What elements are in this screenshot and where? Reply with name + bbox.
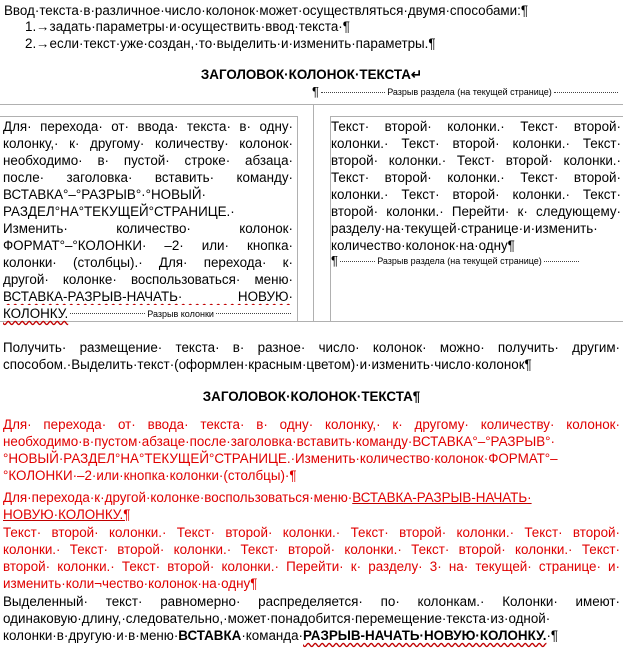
red-paragraph-line: необходимо·в·пустом·абзаце·после·заголовка·вставить·команду·ВСТАВКА°–°РАЗРЫВ°· bbox=[3, 434, 555, 449]
paragraph-line: способом.·Выделить·текст·(оформлен·красным·цветом)·и·изменить·число·колонок¶ bbox=[3, 357, 532, 372]
column-line: ВСТАВКА°–°РАЗРЫВ°·°НОВЫЙ· bbox=[3, 187, 206, 202]
column-line: после· заголовка· вставить· команду· bbox=[3, 170, 293, 185]
list-item-1: 1.→задать·параметры·и·осуществить·ввод·текста·¶ bbox=[25, 19, 350, 34]
red-paragraph-line: °КОЛОНКИ·–2·или·кнопка·колонки·(столбцы)·¶ bbox=[3, 468, 297, 483]
section-break-2 bbox=[331, 254, 581, 268]
section-boundary-top bbox=[0, 104, 623, 105]
column-last-line bbox=[3, 305, 293, 322]
pilcrow-mark: ¶ bbox=[312, 84, 319, 99]
column-line: КОЛОНКУ. bbox=[3, 306, 69, 321]
column-top-guide bbox=[0, 116, 297, 117]
break-dots bbox=[70, 313, 145, 314]
left-column bbox=[3, 118, 293, 322]
section-break-label: Разрыв раздела (на текущей странице) bbox=[377, 256, 542, 266]
red-paragraph-line: Текст· второй· колонки.· Текст· второй· колонки.· Текст· второй· колонки.· Текст· второй· bbox=[3, 525, 620, 540]
column-line: Для· перехода· от· ввода· текста· в· одну· bbox=[3, 119, 293, 134]
column-line: РАЗДЕЛ°НА°ТЕКУЩЕЙ°СТРАНИЦЕ.· bbox=[3, 204, 235, 219]
heading-2: ЗАГОЛОВОК·КОЛОНОК·ТЕКСТА¶ bbox=[202, 389, 421, 404]
heading-1: ЗАГОЛОВОК·КОЛОНОК·ТЕКСТА↵ bbox=[200, 67, 423, 82]
column-line: Текст· второй· колонки.· Текст· второй· bbox=[331, 170, 621, 185]
red-paragraph-line bbox=[3, 506, 130, 523]
menu-name-text: ВСТАВКА bbox=[178, 628, 242, 643]
break-dots bbox=[340, 261, 375, 262]
red-paragraph-line: колонки.· Текст· второй· колонки.· Текст· второй· колонки.· Текст· второй· колонки.· Текст· bbox=[3, 542, 620, 557]
paragraph-line bbox=[3, 627, 558, 644]
column-line: разделу·на·текущей·странице·и·изменить· bbox=[331, 221, 598, 236]
column-line: второй· колонки.· Текст· второй· колонки.· bbox=[331, 153, 621, 168]
column-line: колонки· (столбцы).· Для· перехода· к· bbox=[3, 255, 293, 270]
menu-path-text: ВСТАВКА-РАЗРЫВ-НАЧАТЬ· bbox=[352, 490, 532, 505]
section-break-label: Разрыв раздела (на текущей странице) bbox=[387, 87, 552, 97]
list-item-2: 2.→если·текст·уже·создан,·то·выделить·и·изменить·параметры.¶ bbox=[25, 36, 436, 51]
paragraph-line: Выделенный· текст· равномерно· распределяется· по· колонкам.· Колонки· имеют· bbox=[3, 594, 620, 609]
red-text: Для·перехода·к·другой·колонке·воспользоваться·меню· bbox=[3, 490, 353, 505]
red-paragraph-line: второй· колонки.· Текст· второй· колонки.· Перейти· к· разделу· 3· на· текущей· странице· и· bbox=[3, 559, 620, 574]
column-line: Изменить· количество· колонок· bbox=[3, 221, 293, 236]
red-paragraph-line: °НОВЫЙ·РАЗДЕЛ°НА°ТЕКУЩЕЙ°СТРАНИЦЕ.·Изменить·количество·колонок·ФОРМАТ°– bbox=[3, 451, 558, 466]
column-break bbox=[68, 307, 293, 321]
break-dots bbox=[321, 92, 385, 93]
plain-text: колонки·в·другую·и·в·меню· bbox=[3, 628, 179, 643]
break-dots bbox=[544, 261, 579, 262]
paragraph-line: Получить· размещение· текста· в· разное· число· колонок· можно· получить· другим· bbox=[3, 340, 620, 355]
column-top-guide bbox=[330, 116, 623, 117]
column-boundary bbox=[297, 116, 298, 322]
break-dots bbox=[216, 313, 291, 314]
column-line: колонку,· к· другому· количеству· колонок· bbox=[3, 136, 293, 151]
break-dots bbox=[554, 92, 618, 93]
plain-text: ·¶ bbox=[546, 628, 559, 643]
menu-path-text: НОВУЮ·КОЛОНКУ.¶ bbox=[3, 507, 131, 522]
red-paragraph-line: Для· перехода· от· ввода· текста· в· одну· колонку,· к· другому· количеству· колонок· bbox=[3, 417, 620, 432]
column-line: другой· колонке· воспользоваться· меню· bbox=[3, 272, 293, 287]
pilcrow-mark: ¶ bbox=[331, 253, 338, 268]
red-paragraph-line: изменить·коли¬чество·колонок·на·одну¶ bbox=[3, 576, 258, 591]
section-break-1 bbox=[312, 85, 620, 99]
right-column bbox=[331, 118, 621, 268]
column-line: ВСТАВКА-РАЗРЫВ-НАЧАТЬ· НОВУЮ· bbox=[3, 289, 293, 304]
column-line: колонки.· Текст· второй· колонки.· Текст· bbox=[331, 136, 621, 151]
column-line: Текст· второй· колонки.· Текст· второй· bbox=[331, 119, 621, 134]
plain-text: ·команда· bbox=[241, 628, 304, 643]
column-line: ФОРМАТ°–°КОЛОНКИ· –2· или· кнопка· bbox=[3, 238, 293, 253]
column-line: количество·колонок·на·одну¶ bbox=[331, 238, 515, 253]
intro-line: Ввод·текста·в·различное·число·колонок·может·осуществляться·двумя·способами:¶ bbox=[4, 3, 529, 18]
column-line: второй· колонки.· Перейти· к· следующему· bbox=[331, 204, 621, 219]
red-paragraph-line bbox=[3, 489, 532, 506]
column-boundary bbox=[313, 104, 314, 322]
column-break-label: Разрыв колонки bbox=[147, 308, 214, 319]
paragraph-line: одинаковую·длину,·следовательно,·может·понадобится·перемещение·текста·из·одной· bbox=[3, 611, 551, 626]
column-line: необходимо· в· пустой· строке· абзаца· bbox=[3, 153, 293, 168]
column-line: колонки.· Текст· второй· колонки.· Текст· bbox=[331, 187, 621, 202]
command-name-text: РАЗРЫВ-НАЧАТЬ·НОВУЮ·КОЛОНКУ. bbox=[303, 628, 547, 643]
